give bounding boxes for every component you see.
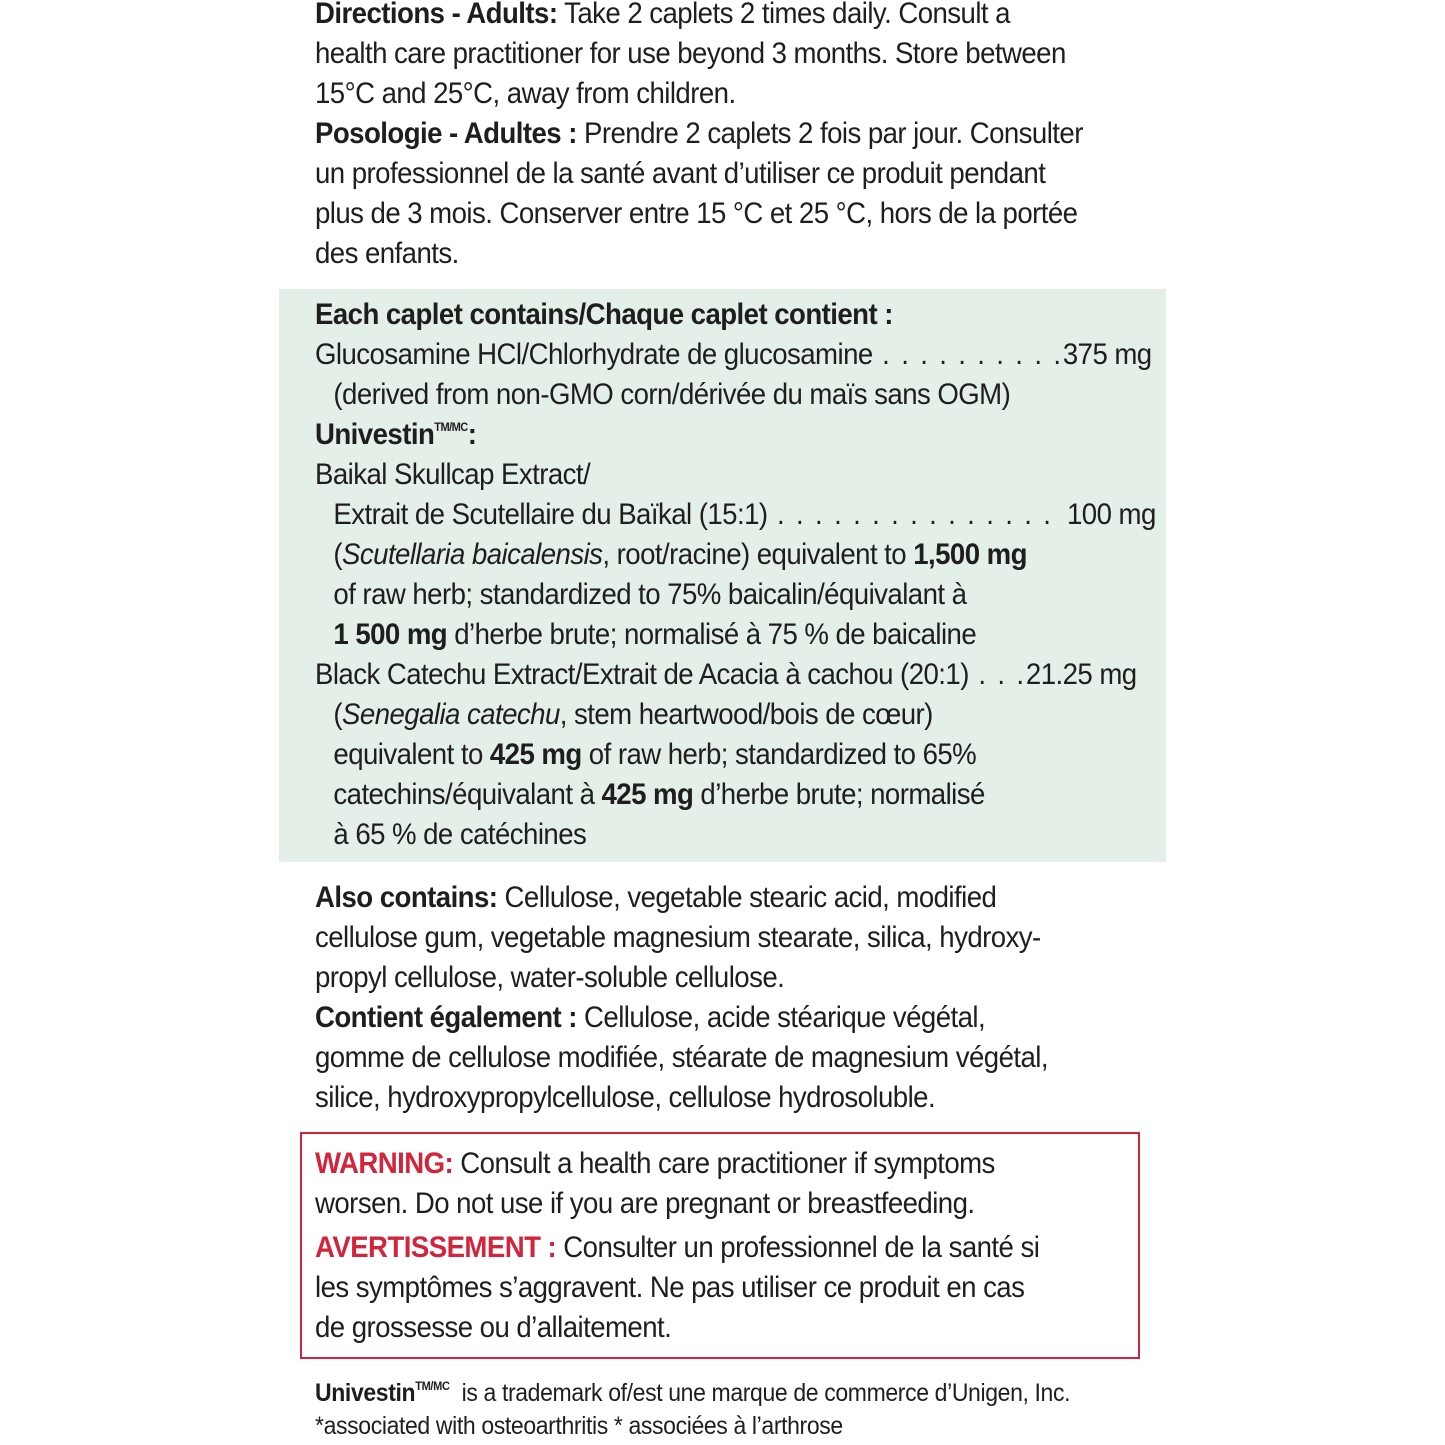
catechu-equivalent: 425 mg: [489, 738, 582, 771]
contient-line: gomme de cellulose modifiée, stéarate de magnesium végétal,: [315, 1041, 1048, 1074]
directions-section: [315, 0, 1092, 274]
footer-osteo-note: *associated with osteoarthritis * associées à l’arthrose: [315, 1412, 843, 1440]
directions-en-line: 15°C and 25°C, away from children.: [315, 77, 736, 110]
catechu-detail: à 65 % de catéchines: [333, 818, 587, 851]
catechu-name: Black Catechu Extract/Extrait de Acacia à cachou (20:1): [315, 658, 969, 691]
avertissement-line: les symptômes s’aggravent. Ne pas utiliser ce produit en cas: [315, 1271, 1025, 1304]
ingredients-heading: Each caplet contains/Chaque caplet contient :: [315, 298, 893, 331]
glucosamine-name: Glucosamine HCl/Chlorhydrate de glucosamine: [315, 338, 873, 371]
ingredients-section: Each caplet contains/Chaque caplet contient : Glucosamine HCl/Chlorhydrate de glucosamine . . . . . . . . . .375 mg (derived from non-GMO corn/dérivée du maïs sans OGM) Univestin$^{TM/MC}$: Baikal Skullcap Extract/ Extrait de Scutellaire du Baïkal (15:1) . . . . . . . . . . . . . . . 100 mg (Scutellaria baicalensis, root/racine) equivalent to 1,500 mg of raw herb; standardized to 75% baicalin/équivalant à 1 500 mg d’herbe brute; normalisé à 75 % de baicaline Black Catechu Extract/Extrait de Acacia à cachou (20:1) . . .21.25 mg (Senegalia catechu, stem heartwood/bois de cœur) equivalent to 425 mg of raw herb; standardized to 65% catechins/équivalant à 425 mg d’herbe brute; normalisé à 65 % de catéchines: [315, 295, 1092, 855]
contient-line: silice, hydroxypropylcellulose, cellulose hydrosoluble.: [315, 1081, 936, 1114]
also-contains-heading: Also contains:: [315, 881, 498, 914]
baikal-latin-name: Scutellaria baicalensis: [342, 538, 603, 571]
contient-heading: Contient également :: [315, 1001, 577, 1034]
avertissement-line: de grossesse ou d’allaitement.: [315, 1311, 672, 1344]
also-contains-line: cellulose gum, vegetable magnesium stearate, silica, hydroxy-: [315, 921, 1041, 954]
univestin-heading: Univestin$^{TM/MC}$:: [315, 418, 477, 451]
baikal-detail: of raw herb; standardized to 75% baicalin/équivalant à: [333, 578, 967, 611]
directions-fr-heading: Posologie - Adultes :: [315, 117, 577, 150]
leader-dots: . . . . . . . . . .: [872, 338, 1063, 371]
warning-section: WARNING: Consult a health care practitioner if symptoms worsen. Do not use if you are pregnant or breastfeeding. AVERTISSEMENT : Consulter un professionnel de la santé si les symptômes s’aggravent. Ne pas utiliser ce produit en cas de grossesse ou d’allaitement.: [315, 1144, 1092, 1348]
directions-fr-line: un professionnel de la santé avant d’utiliser ce produit pendant: [315, 157, 1046, 190]
footer-section: [315, 1377, 1143, 1443]
also-contains-line: propyl cellulose, water-soluble cellulose.: [315, 961, 785, 994]
avertissement-heading: AVERTISSEMENT :: [315, 1231, 557, 1264]
footer-trademark-mark: TM/MC: [415, 1378, 450, 1393]
baikal-equivalent-fr: 1 500 mg: [333, 618, 448, 651]
directions-fr-line: plus de 3 mois. Conserver entre 15 °C et 25 °C, hors de la portée: [315, 197, 1078, 230]
catechu-amount: 21.25 mg: [1025, 658, 1137, 691]
directions-fr-line: des enfants.: [315, 237, 459, 270]
footer-trademark-text: is a trademark of/est une marque de commerce d’Unigen, Inc.: [449, 1379, 1071, 1407]
baikal-name: Baikal Skullcap Extract/: [315, 458, 591, 491]
directions-en-heading: Directions - Adults:: [315, 0, 558, 30]
baikal-amount: 100 mg: [1067, 498, 1156, 531]
footer-univestin: Univestin$^{TM/MC}$: [315, 1378, 450, 1407]
trademark-mark: TM/MC: [434, 420, 468, 434]
warning-line: worsen. Do not use if you are pregnant or breastfeeding.: [315, 1187, 975, 1220]
glucosamine-amount: 375 mg: [1062, 338, 1152, 371]
catechu-equivalent-fr: 425 mg: [601, 778, 694, 811]
baikal-name-fr: Extrait de Scutellaire du Baïkal (15:1): [333, 498, 768, 531]
baikal-equivalent: 1,500 mg: [913, 538, 1027, 571]
also-contains-section: Also contains: Cellulose, vegetable stearic acid, modified cellulose gum, vegetable magnesium stearate, silica, hydroxy- propyl cellulose, water-soluble cellulose. Contient également : Cellulose, acide stéarique végétal, gomme de cellulose modifiée, stéarate de magnesium végétal, silice, hydroxypropylcellulose, cellulose hydrosoluble.: [315, 878, 1092, 1118]
warning-heading: WARNING:: [315, 1147, 454, 1180]
glucosamine-source: (derived from non-GMO corn/dérivée du maïs sans OGM): [333, 378, 1011, 411]
directions-fr-text: Prendre 2 caplets 2 fois par jour. Consulter: [576, 117, 1083, 150]
directions-en-text: Take 2 caplets 2 times daily. Consult a: [557, 0, 1010, 30]
leader-dots: . . . . . . . . . . . . . . .: [767, 498, 1053, 531]
directions-en-line: health care practitioner for use beyond 3 months. Store between: [315, 37, 1066, 70]
catechu-latin-name: Senegalia catechu: [342, 698, 560, 731]
leader-dots: . . .: [968, 658, 1026, 691]
